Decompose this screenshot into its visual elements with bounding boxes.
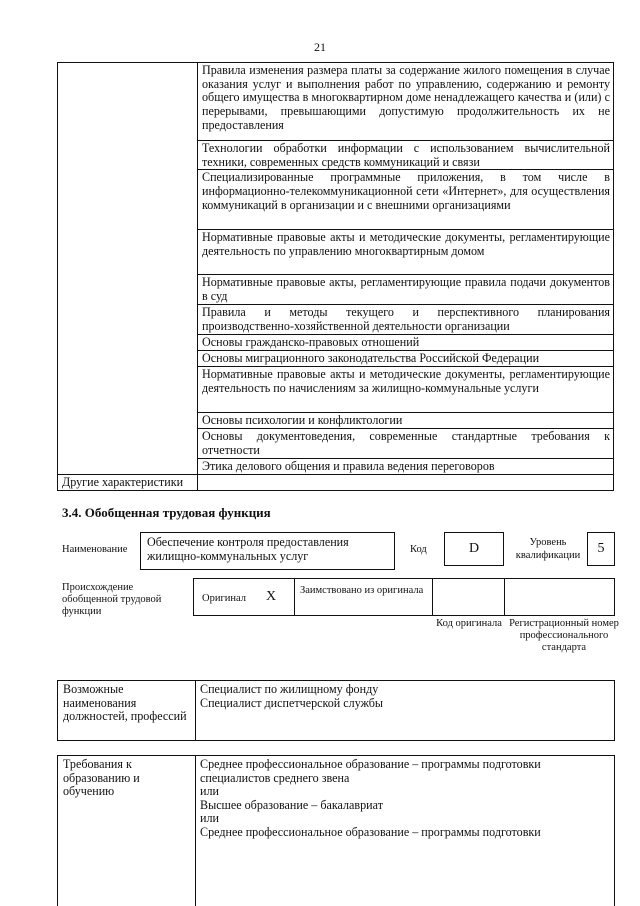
other-characteristics-label: Другие характеристики: [58, 475, 198, 491]
education-line: или: [200, 784, 219, 798]
other-characteristics-value: [198, 475, 614, 491]
requirement-item: Технологии обработки информации с использованием вычислительной техники, современных средств коммуникаций и связи: [198, 141, 614, 170]
grid-divider: [294, 579, 295, 615]
positions-table: [57, 680, 615, 741]
education-values: [196, 756, 615, 906]
requirement-item: Основы миграционного законодательства Российской Федерации: [198, 351, 614, 367]
grid-divider: [504, 579, 505, 615]
page-number: 21: [314, 40, 326, 54]
education-line: Высшее образование – бакалавриат: [200, 797, 383, 812]
requirement-item: Специализированные программные приложения, в том числе в информационно-телекоммуникационной сети «Интернет», для осуществления коммуникаций в организации и с внешними организациями: [198, 170, 614, 230]
label-cell: [58, 63, 198, 475]
requirement-item: Правила изменения размера платы за содержание жилого помещения в случае оказания услуг и выполнения работ по управлению, содержанию и ремонту общего имущества в многоквартирном доме ненадлежащего качества и (или) с перерывами, превышающими допустимую продолжительность их не предоставления: [198, 63, 614, 141]
grid-divider: [432, 579, 433, 615]
requirement-item: Этика делового общения и правила ведения переговоров: [198, 459, 614, 475]
level-label: Уровень квалификации: [515, 537, 581, 561]
borrowed-label: Заимствовано из оригинала: [300, 585, 424, 596]
original-label: Оригинал: [202, 593, 246, 604]
requirement-item: Правила и методы текущего и перспективного планирования производственно-хозяйственной деятельности организации: [198, 305, 614, 335]
code-label: Код: [410, 544, 427, 555]
origin-grid: [193, 578, 615, 616]
knowledge-requirements-table: [57, 62, 614, 491]
position-item: Специалист диспетчерской службы: [200, 695, 384, 710]
section-title: 3.4. Обобщенная трудовая функция: [62, 505, 271, 520]
positions-values: [196, 681, 615, 741]
education-label: Требования к образованию и обучению: [58, 756, 196, 906]
requirement-item: Основы гражданско-правовых отношений: [198, 335, 614, 351]
education-table: [57, 755, 615, 906]
position-item: Специалист по жилищному фонду: [200, 682, 379, 696]
education-line: Среднее профессиональное образование – программы подготовки: [200, 824, 541, 839]
requirement-item: Основы психологии и конфликтологии: [198, 413, 614, 429]
requirement-item: Нормативные правовые акты, регламентирующие правила подачи документов в суд: [198, 275, 614, 305]
level-box: 5: [587, 532, 615, 566]
name-label: Наименование: [62, 544, 128, 555]
code-box: D: [444, 532, 504, 566]
education-line: Среднее профессиональное образование – программы подготовки специалистов среднего звена: [200, 757, 541, 785]
education-line: или: [200, 811, 219, 825]
requirement-item: Нормативные правовые акты и методические документы, регламентирующие деятельность по управлению многоквартирным домом: [198, 230, 614, 275]
function-name-box: Обеспечение контроля предоставления жилищно-коммунальных услуг: [140, 532, 395, 570]
positions-label: Возможные наименования должностей, профессий: [58, 681, 196, 741]
origin-label: Происхождение обобщенной трудовой функции: [62, 582, 162, 617]
original-mark: X: [266, 589, 277, 604]
reg-number-label: Регистрационный номер профессионального стандарта: [509, 618, 619, 653]
requirement-item: Основы документоведения, современные стандартные требования к отчетности: [198, 429, 614, 459]
code-original-label: Код оригинала: [436, 618, 502, 629]
requirement-item: Нормативные правовые акты и методические документы, регламентирующие деятельность по начислениям за жилищно-коммунальные услуги: [198, 367, 614, 413]
